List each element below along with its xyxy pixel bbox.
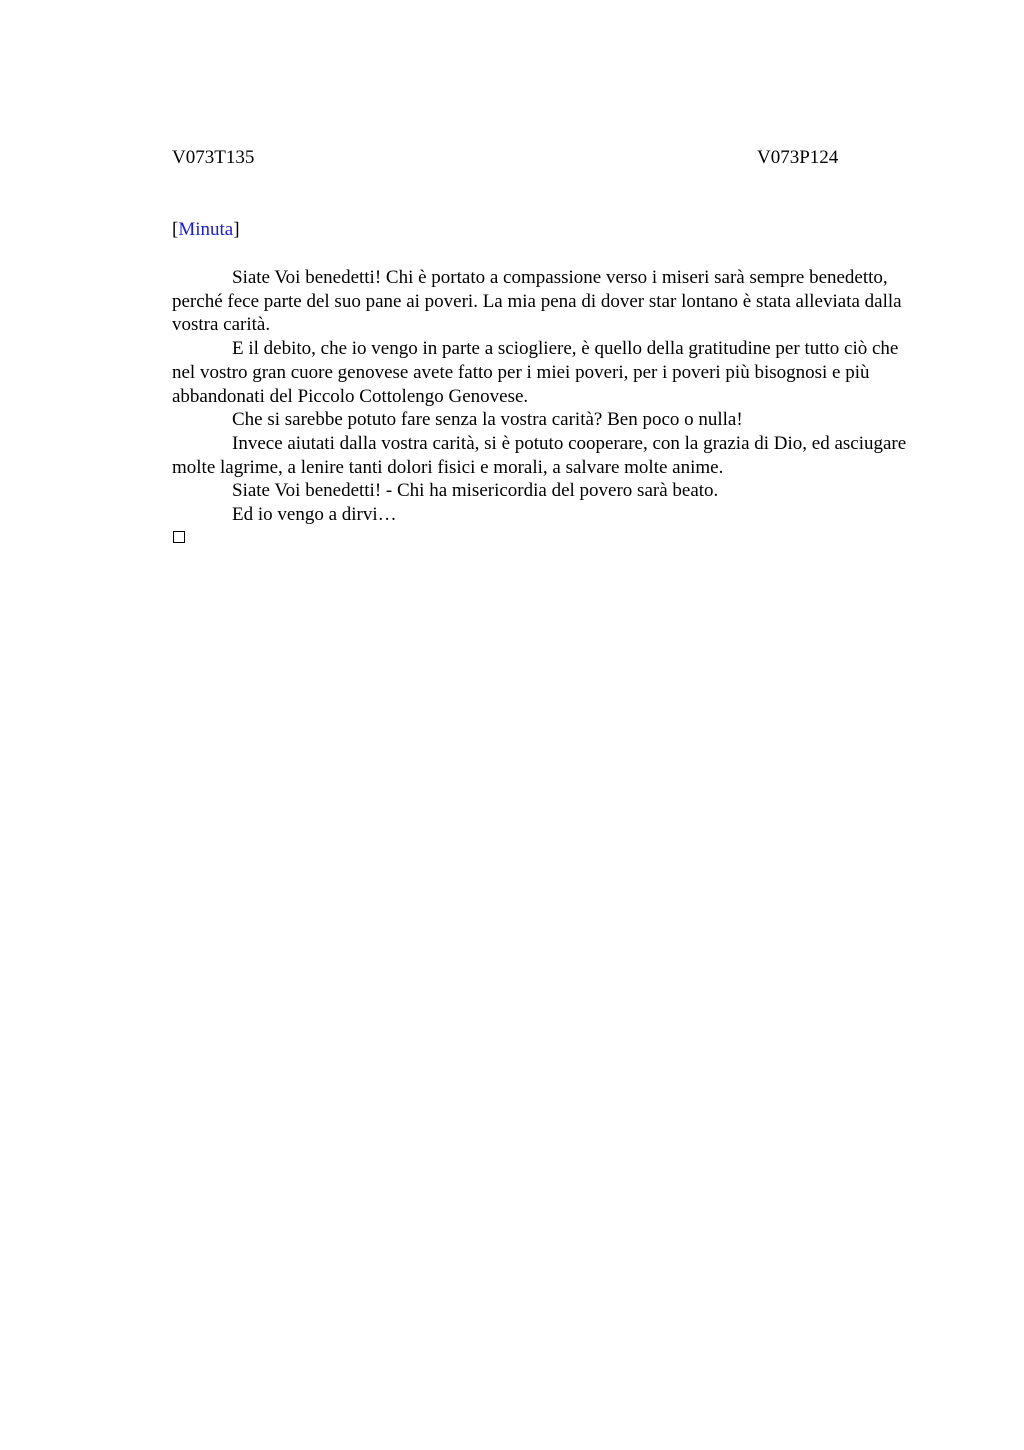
paragraph-4: Invece aiutati dalla vostra carità, si è potuto cooperare, con la grazia di Dio, ed asciugare molte lagrime, a lenire tanti dolori fisici e morali, a salvare molte anime. [172, 432, 907, 478]
paragraph-5: Siate Voi benedetti! - Chi ha misericordia del povero sarà beato. [232, 480, 719, 502]
minuta-link[interactable]: Minuta [178, 219, 234, 240]
close-bracket: ] [233, 219, 240, 240]
document-code-left: V073T135 [172, 147, 255, 168]
paragraph-1: Siate Voi benedetti! Chi è portato a compassione verso i miseri sarà sempre benedetto, perché fece parte del suo pane ai poveri. La mia pena di dover star lontano è stata alleviata dalla vostra carità. [172, 267, 902, 336]
open-bracket: [ [172, 219, 179, 240]
square-box-icon [173, 531, 185, 543]
document-code-right: V073P124 [757, 147, 839, 168]
paragraph-6: Ed io vengo a dirvi… [232, 504, 397, 526]
document-page [172, 0, 924, 1450]
section-heading [172, 218, 240, 242]
paragraph-2: E il debito, che io vengo in parte a sciogliere, è quello della gratitudine per tutto ciò che nel vostro gran cuore genovese avete fatto per i miei poveri, per i poveri più bisognosi e più abbandonati del Piccolo Cottolengo Genovese. [172, 338, 899, 407]
paragraph-3: Che si sarebbe potuto fare senza la vostra carità? Ben poco o nulla! [232, 409, 743, 431]
letter-body [172, 266, 924, 527]
